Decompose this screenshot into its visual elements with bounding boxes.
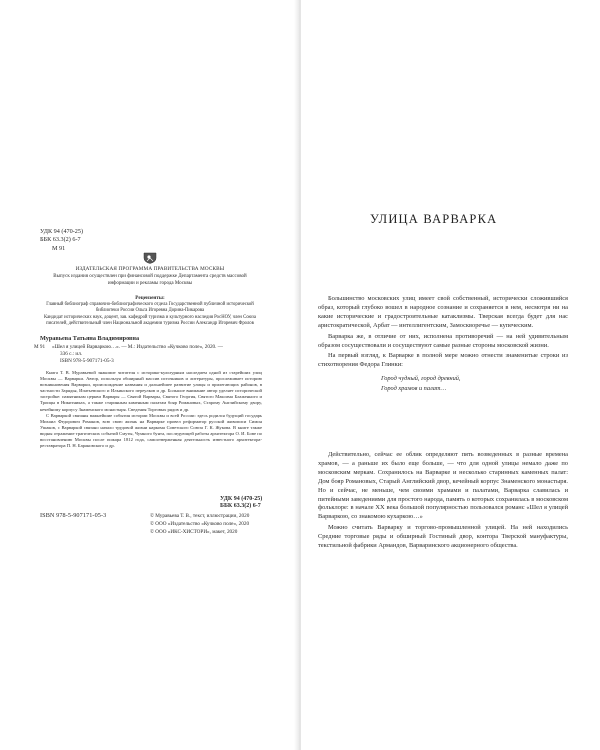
- program-text: Выпуск издания осуществлен при финансовой поддержке Департамента средств массовой информации и рекламы города Москвы: [53, 274, 247, 286]
- moscow-emblem-icon: [143, 252, 157, 264]
- annotation-paragraph: Книга Т. В. Муравьевой знакомит читателя с историко-культурным наследием одной из старейших улиц Москвы — Варварки. Автор, используя обширный массив источников и литературы, прослеживает историю возникновения Варварки, происхождение названия и дальнейшее развитие улицы и прилегающих районов, в частности Зарядья, Ипатьевского и Ильинского переулков и др. Большое внимание автор уделяет исторической застройке: памятникам церкви Варвары — Святой Варвары, Святого Георгия, Святого Максима Блаженного и Троицы в Никитниках, а также старинным каменным палатам бояр Романовых, Старому Английскому двору, кечейному корпусу Знаменского монастыря. Сведения Торговых рядов и др.: [40, 370, 262, 412]
- reviewer-text: Главный библиограф справочно-библиографического отдела Государственной публичной исторической библиотеки России Ольга Игоревна Дорина-Пикарова: [46, 302, 254, 314]
- author-name: Муравьева Татьяна Владимировна: [40, 335, 140, 342]
- reviewers-heading: Рецензенты:: [135, 295, 165, 301]
- bbk-line: ББК 63.3(2) 6-7: [40, 236, 81, 244]
- verse-line: Город чудный, город древний,: [381, 375, 461, 382]
- udk-line: УДК 94 (470-25): [40, 228, 84, 235]
- reviewer-text: Кандидат исторических наук, доцент, зав. кафедрой туризма и культурного наследия РосНОУ, член Союза писателей, действительный член Национальной академии туризма России Александр Игоревич Фролов: [44, 314, 256, 327]
- verse-line: Город храмов и палат…: [381, 384, 447, 392]
- bbk-bottom: [220, 496, 262, 511]
- body-text-bottom: [318, 451, 568, 551]
- program-title: ИЗДАТЕЛЬСКАЯ ПРОГРАММА ПРАВИТЕЛЬСТВА МОСКВЫ: [75, 266, 225, 272]
- isbn: ISBN 978-5-907171-05-3: [40, 512, 107, 519]
- copyright-line: © ООО «Издательство «Кучково поле», 2020: [150, 521, 250, 527]
- annotation-paragraph: С Варваркой связаны важнейшие события истории Москвы и всей России: здесь родился будущий государь Михаил Федорович Романов, всю свою жизнь на Варварке провел реформатор русской живописи Симон Ушаков, с Варваркой связано начало трудовой жизни наркома Советского Союза Г. К. Жукова. В книге также видны отражение трагических событий Смуты, Чумного бунта, последующей работы архитектора О. И. Бове по восстановлению Москвы после пожара 1812 года, самоотверженная деятельность известного архитектора-реставратора П. Н. Барановского и др.: [40, 412, 262, 449]
- body-paragraph: Варварка же, в отличие от них, исполнена противоречий — на ней удивительным образом сосуществовали и сосуществуют самые разные стороны московской жизни.: [318, 332, 568, 349]
- body-paragraph: Большинство московских улиц имеет свой собственный, исторически сложившийся образ, который глубоко вошел в народное сознание и сохраняется в нем, несмотря ни на какие исторические и градостроительные катаклизмы. Тверская всегда будет для нас аристократической, Арбат — интеллигентским, Замоскворечье — купеческим.: [318, 295, 568, 329]
- isbn-inline: ISBN 978-5-907171-05-3: [60, 358, 114, 364]
- catalog-mark-line: М 91: [52, 244, 66, 252]
- right-page: [301, 0, 600, 750]
- body-paragraph: Действительно, сейчас ее облик определяют пять возведенных в разные времена храмов, — а раньше их было еще больше, — что для одной улицы немало даже по московским меркам. Сохранилось на Варварке и несколько старинных каменных палат: Дом бояр Романовых, Старый Английский двор, кечейный корпус Знаменского монастыря. Но и сейчас, не меньше, чем своими храмами и палатами, Варварка славилась и питейными заведениями для простого народа, память о которых сохранилась в московском фольклоре: в начале XX века большой популярностью пользовался романс «Шел я улицей Варваркою, со знакомою кухаркою…»: [318, 451, 568, 521]
- reviewers-block: [40, 295, 260, 328]
- copyright-line: © Муравьева Т. В., текст, иллюстрации, 2020: [150, 513, 250, 519]
- book-citation: «Шел я улицей Варваркою…». — М.: Издательство «Кучково поле», 2020. —: [52, 344, 223, 350]
- udk-block: [40, 228, 120, 253]
- verse: [381, 374, 460, 393]
- bbk-line: ББК 63.3(2) 6-7: [220, 503, 261, 510]
- annotation: [40, 370, 262, 449]
- left-page: [0, 0, 299, 750]
- chapter-title: УЛИЦА ВАРВАРКА: [370, 212, 498, 226]
- page-count: 336 с.: ил.: [60, 351, 83, 357]
- copyright-line: © ООО «ИКС-ХИСТОРИ», макет, 2020: [150, 529, 238, 535]
- body-paragraph: Можно считать Варварку и торгово-промышленной улицей. На ней находились Средние торговые ряды и обширный Гостиный двор, контора Тверской мануфактуры, текстильной фабрики Армандов, Варваринского акционерного общества.: [318, 524, 568, 550]
- copyright-block: [150, 512, 280, 536]
- catalog-mark: М 91: [34, 344, 46, 350]
- udk-line: УДК 94 (470-25): [220, 496, 263, 502]
- body-paragraph: На первый взгляд, к Варварке в полной мере можно отнести знаменитые строки из стихотворения Федора Глинки:: [318, 352, 568, 369]
- body-text-top: [318, 295, 568, 370]
